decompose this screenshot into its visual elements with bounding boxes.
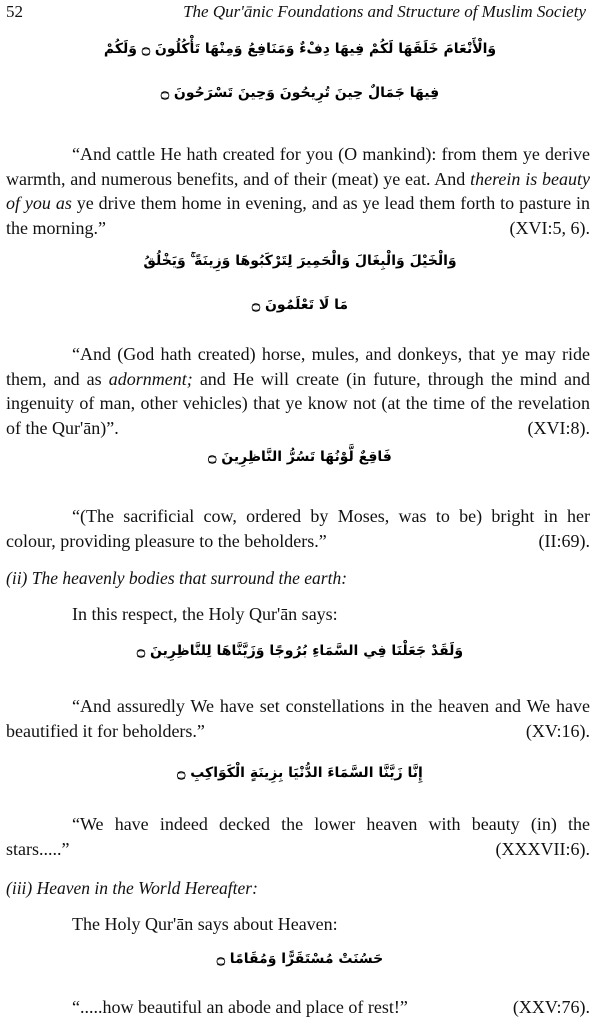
translation-emphasis: adornment; <box>108 368 193 389</box>
translation-text: “And cattle He hath created for you (O mankind): from them ye derive warmth, and numerous benefits, and of their (meat) ye eat. And <box>6 144 590 189</box>
verse-translation <box>6 342 590 440</box>
translation-emphasis: therein is beauty of you as <box>6 168 590 213</box>
arabic-verse-line: وَالْأَنْعَامَ خَلَقَهَا لَكُمْ فِيهَا دِفْءٌ وَمَنَافِعُ وَمِنْهَا تَأْكُلُونَ ۝ وَلَكُمْ <box>103 41 497 57</box>
section-intro: In this respect, the Holy Qur'ān says: <box>72 604 338 624</box>
verse-translation <box>6 504 590 553</box>
translation-text: and He will create (in future, through the mind and ingenuity of man, other vehicles) that ye know not (at the time of the revelation of the Qur'ān)”. <box>6 368 590 438</box>
translation-text: “And assuredly We have set constellations in the heaven and We have beautified it for beholders.” <box>6 696 590 741</box>
page-number: 52 <box>6 2 23 21</box>
translation-text: “.....how beautiful an abode and place of rest!” <box>72 997 408 1017</box>
arabic-verse-line: مَا لَا تَعْلَمُونَ ۝ <box>251 297 349 313</box>
verse-translation <box>6 694 590 743</box>
verse-translation <box>6 995 590 1020</box>
running-title: The Qur'ānic Foundations and Structure of Muslim Society <box>183 2 586 21</box>
page-header <box>6 2 586 28</box>
arabic-verse-line: حَسُنَتْ مُسْتَقَرًّا وَمُقَامًا ۝ <box>216 951 384 967</box>
arabic-verse-line: وَلَقَدْ جَعَلْنَا فِي السَّمَاءِ بُرُوجًا وَزَيَّنَّاهَا لِلنَّاظِرِينَ ۝ <box>136 643 464 659</box>
translation-text: “And (God hath created) horse, mules, and donkeys, that ye may ride them, and as <box>6 344 590 389</box>
verse-reference: (XXXVII:6). <box>495 838 590 859</box>
translation-text: ye drive them home in evening, and as ye lead them forth to pasture in the morning.” <box>6 193 590 238</box>
arabic-verse-line: فِيهَا جَمَالٌ حِينَ تُرِيحُونَ وَحِينَ تَسْرَحُونَ ۝ <box>160 85 440 101</box>
verse-reference: (XXV:76). <box>512 997 590 1017</box>
section-heading: (ii) The heavenly bodies that surround the earth: <box>6 568 348 588</box>
arabic-verse-line: إِنَّا زَيَّنَّا السَّمَاءَ الدُّنْيَا بِزِينَةٍ الْكَوَاكِبِ ۝ <box>177 765 423 781</box>
section-intro: The Holy Qur'ān says about Heaven: <box>72 914 338 934</box>
verse-reference: (XVI:5, 6). <box>509 217 590 238</box>
verse-translation <box>6 812 590 861</box>
arabic-verse-line: فَاقِعٌ لَّوْنُهَا تَسُرُّ النَّاظِرِينَ ۝ <box>208 449 392 465</box>
verse-reference: (XVI:8). <box>527 417 590 438</box>
translation-text: “We have indeed decked the lower heaven with beauty (in) the stars.....” <box>6 814 590 859</box>
section-heading: (iii) Heaven in the World Hereafter: <box>6 878 258 898</box>
verse-translation <box>6 142 590 240</box>
verse-reference: (II:69). <box>538 530 590 551</box>
translation-text: “(The sacrificial cow, ordered by Moses, was to be) bright in her colour, providing pleasure to the beholders.” <box>6 506 590 551</box>
verse-reference: (XV:16). <box>525 720 590 741</box>
arabic-verse-line: وَالْخَيْلَ وَالْبِغَالَ وَالْحَمِيرَ لِتَرْكَبُوهَا وَزِينَةً ۚ وَيَخْلُقُ <box>143 253 457 269</box>
